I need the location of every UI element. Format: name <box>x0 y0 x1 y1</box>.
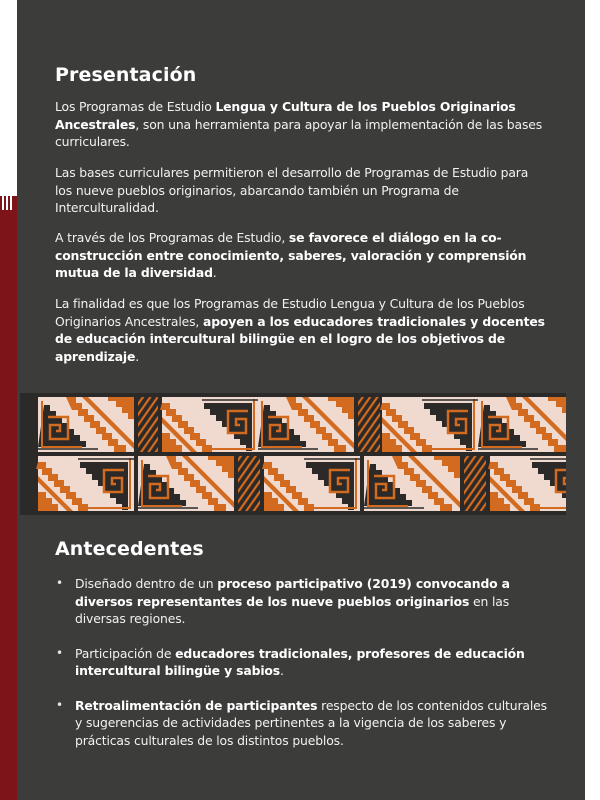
left-accent-stripes <box>0 196 17 210</box>
right-page-margin <box>585 0 600 800</box>
content-panel <box>17 0 585 800</box>
presentacion-paragraph-3: A través de los Programas de Estudio, se favorece el diálogo en la co-construcción entre conocimiento, saberes, valoración y comprensión mutua de la diversidad. <box>55 230 527 280</box>
presentacion-paragraph-1: Los Programas de Estudio Lengua y Cultura de los Pueblos Originarios Ancestrales, son una herramienta para apoyar la implementación de las bases curriculares. <box>55 99 543 149</box>
left-accent-band <box>0 196 17 800</box>
bullet-icon: • <box>56 576 63 590</box>
antecedentes-list <box>55 575 555 749</box>
section-title-presentacion: Presentación <box>55 64 197 86</box>
presentacion-paragraph-4: La finalidad es que los Programas de Estudio Lengua y Cultura de los Pueblos Originarios Ancestrales, apoyen a los educadores tradicionales y docentes de educación intercultural bilingüe en el logro de los objetivos de aprendizaje. <box>55 296 545 364</box>
list-item: • Retroalimentación de participantes respecto de los contenidos culturales y sugerencias de actividades pertinentes a la vigencia de los saberes y prácticas culturales de los distintos pueblos. <box>56 697 547 748</box>
bullet-icon: • <box>56 697 63 712</box>
geometric-pattern-band-icon <box>20 393 566 515</box>
section-title-antecedentes: Antecedentes <box>55 538 204 560</box>
list-item: • Participación de educadores tradicionales, profesores de educación intercultural bilingüe y sabios. <box>56 645 525 678</box>
bullet-icon: • <box>56 645 63 660</box>
list-item: • Diseñado dentro de un proceso participativo (2019) convocando a diversos representantes de los nueve pueblos originarios en las diversas regiones. <box>56 576 510 626</box>
presentacion-paragraph-2: Las bases curriculares permitieron el desarrollo de Programas de Estudio para los nueve pueblos originarios, abarcando también un Programa de Interculturalidad. <box>55 165 529 215</box>
